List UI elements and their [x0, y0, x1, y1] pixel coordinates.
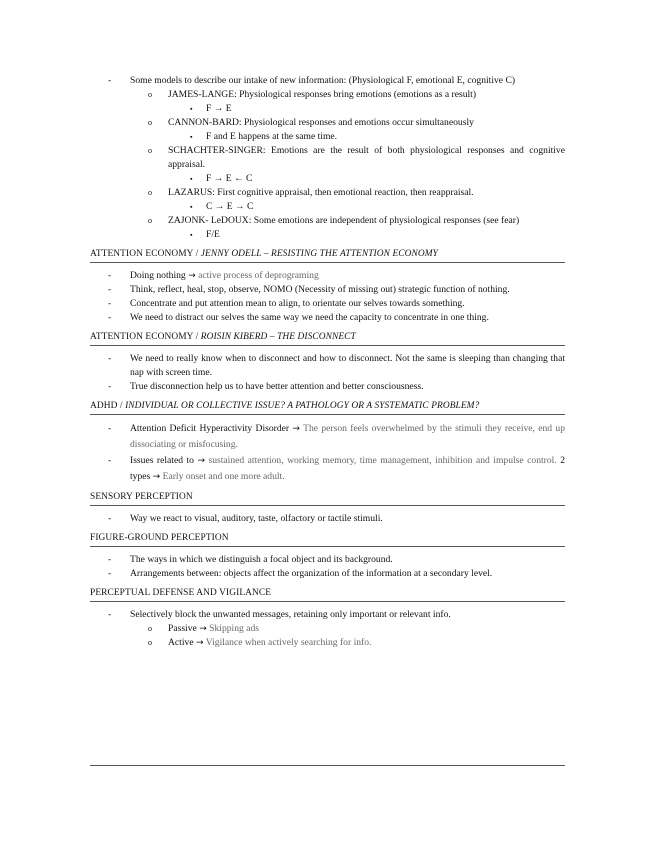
bullet-text: Issues related to: [130, 455, 198, 466]
dash-bullet: -: [108, 609, 112, 620]
list-item: [90, 130, 565, 144]
bullet-text-gray: Early onset and one more adult.: [162, 471, 285, 482]
list-item: [90, 553, 565, 567]
square-bullet: ▪: [190, 203, 193, 211]
bullet-text-gray: The person feels overwhelmed by the stimuli they receive, end up dissociating or misfocusing.: [130, 423, 565, 450]
section-heading-sensory: [90, 491, 565, 506]
bullet-text-gray: sustained attention, working memory, time management, inhibition and impulse control.: [208, 455, 557, 466]
list-item: [90, 512, 565, 526]
square-bullet: ▪: [190, 175, 193, 183]
page-footer-divider: [90, 765, 565, 766]
bullet-text: We need to distract our selves the same way we need the capacity to concentrate in one thing.: [130, 312, 489, 323]
list-item: [90, 228, 565, 242]
arrow-icon: →: [199, 624, 207, 634]
list-item: [90, 172, 565, 186]
bullet-text-gray: Skipping ads: [209, 623, 259, 634]
model-james-lange-formula: F → E: [206, 103, 232, 114]
models-intro: Some models to describe our intake of new information: (Physiological F, emotional E, cognitive C): [130, 75, 516, 86]
dash-bullet: -: [108, 270, 112, 281]
circle-bullet: o: [148, 146, 152, 155]
section-heading-odell: [90, 248, 565, 263]
list-item: [90, 269, 565, 283]
bullet-text: Concentrate and put attention mean to align, to orientate our selves towards something.: [130, 298, 465, 309]
dash-bullet: -: [108, 298, 112, 309]
bullet-text-gray: active process of deprograming: [198, 270, 319, 281]
bullet-text: We need to really know when to disconnect and how to disconnect. Not the same is sleeping than changing that nap with screen time.: [130, 353, 565, 378]
heading-subtitle: ROISIN KIBERD – THE DISCONNECT: [200, 332, 356, 342]
list-item: [90, 567, 565, 581]
bullet-text: Way we react to visual, auditory, taste, olfactory or tactile stimuli.: [130, 513, 383, 524]
list-item: [90, 352, 565, 380]
arrow-icon: →: [152, 472, 161, 482]
list-item: [90, 608, 565, 622]
model-schachter-singer: SCHACHTER-SINGER: Emotions are the result of both physiological responses and cognitive appraisal.: [168, 145, 565, 170]
list-item: [90, 144, 565, 172]
bullet-text: Doing nothing: [130, 270, 189, 281]
dash-bullet: -: [108, 554, 112, 565]
document-page: [90, 74, 565, 650]
dash-bullet: -: [108, 75, 112, 86]
model-james-lange: JAMES-LANGE: Physiological responses bring emotions (emotions as a result): [168, 89, 477, 100]
heading-subtitle: JENNY ODELL – RESISTING THE ATTENTION ECONOMY: [200, 249, 438, 259]
list-item: [90, 421, 565, 453]
arrow-icon: →: [195, 638, 204, 648]
circle-bullet: o: [148, 624, 152, 633]
circle-bullet: o: [148, 118, 152, 127]
model-lazarus: LAZARUS: First cognitive appraisal, then emotional reaction, then reappraisal.: [168, 187, 474, 198]
list-item: [90, 214, 565, 228]
section-heading-kiberd: [90, 331, 565, 346]
list-item: [90, 311, 565, 325]
list-item: [90, 453, 565, 485]
model-schachter-singer-formula: F → E ← C: [206, 173, 253, 184]
section-heading-adhd: [90, 400, 565, 415]
dash-bullet: -: [108, 568, 112, 579]
square-bullet: ▪: [190, 105, 193, 113]
bullet-text: True disconnection help us to have better attention and better consciousness.: [130, 381, 424, 392]
heading-subtitle: INDIVIDUAL OR COLLECTIVE ISSUE? A PATHOLOGY OR A SYSTEMATIC PROBLEM?: [125, 401, 480, 411]
model-cannon-bard: CANNON-BARD: Physiological responses and emotions occur simultaneously: [168, 117, 474, 128]
list-item: [90, 380, 565, 394]
arrow-icon: →: [292, 424, 300, 434]
section-heading-figure-ground: [90, 532, 565, 547]
circle-bullet: o: [148, 188, 152, 197]
model-zajonk-ledoux: ZAJONK- LeDOUX: Some emotions are independent of physiological responses (see fear): [168, 215, 520, 226]
list-item: [90, 74, 565, 88]
dash-bullet: -: [108, 312, 112, 323]
dash-bullet: -: [108, 353, 112, 364]
model-lazarus-formula: C → E → C: [206, 201, 254, 212]
list-item: [90, 88, 565, 102]
list-item: [90, 186, 565, 200]
dash-bullet: -: [108, 455, 112, 466]
model-zajonk-ledoux-formula: F/E: [206, 229, 220, 240]
bullet-text: Active: [168, 637, 196, 648]
bullet-text: Passive: [168, 623, 200, 634]
list-item: [90, 200, 565, 214]
heading-title: ADHD /: [90, 401, 126, 411]
heading-title: SENSORY PERCEPTION: [90, 492, 193, 502]
dash-bullet: -: [108, 513, 112, 524]
heading-title: FIGURE-GROUND PERCEPTION: [90, 533, 229, 543]
arrow-icon: →: [197, 456, 205, 466]
heading-title: ATTENTION ECONOMY /: [90, 249, 201, 259]
bullet-text: Arrangements between: objects affect the organization of the information at a secondary level.: [130, 568, 493, 579]
list-item: [90, 622, 565, 636]
bullet-text: 2 types: [130, 455, 565, 482]
dash-bullet: -: [108, 381, 112, 392]
bullet-text: Think, reflect, heal, stop, observe, NOMO (Necessity of missing out) strategic function of nothing.: [130, 284, 510, 295]
list-item: [90, 283, 565, 297]
circle-bullet: o: [148, 216, 152, 225]
list-item: [90, 297, 565, 311]
bullet-text: Selectively block the unwanted messages, retaining only important or relevant info.: [130, 609, 451, 620]
model-cannon-bard-formula: F and E happens at the same time.: [206, 131, 338, 142]
dash-bullet: -: [108, 284, 112, 295]
arrow-icon: →: [188, 271, 196, 281]
list-item: [90, 102, 565, 116]
heading-title: ATTENTION ECONOMY /: [90, 332, 201, 342]
bullet-text: The ways in which we distinguish a focal object and its background.: [130, 554, 393, 565]
dash-bullet: -: [108, 423, 112, 434]
list-item: [90, 116, 565, 130]
bullet-text: Attention Deficit Hyperactivity Disorder: [130, 423, 293, 434]
section-heading-perceptual-defense: [90, 587, 565, 602]
square-bullet: ▪: [190, 231, 193, 239]
circle-bullet: o: [148, 90, 152, 99]
circle-bullet: o: [148, 638, 152, 647]
bullet-text-gray: Vigilance when actively searching for info.: [205, 637, 372, 648]
square-bullet: ▪: [190, 133, 193, 141]
list-item: [90, 636, 565, 650]
heading-title: PERCEPTUAL DEFENSE AND VIGILANCE: [90, 588, 272, 598]
